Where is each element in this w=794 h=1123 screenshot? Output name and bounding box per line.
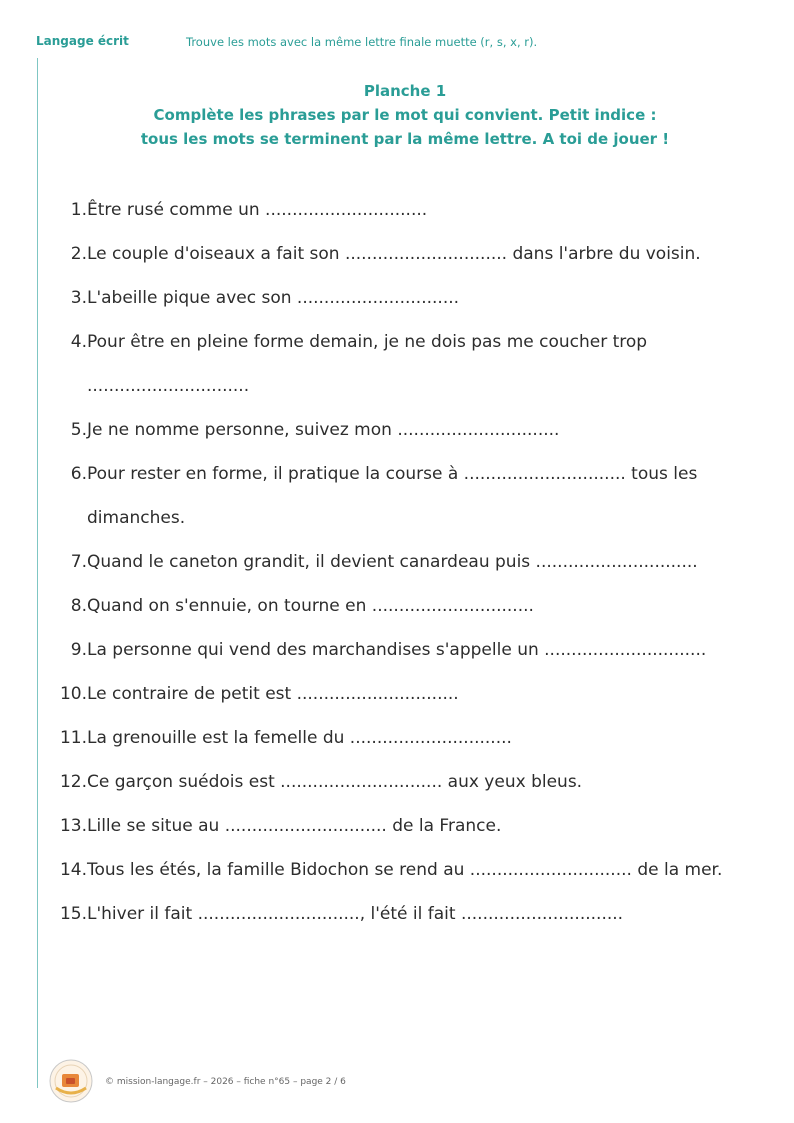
- item-text: Pour rester en forme, il pratique la course à .............................. tous les: [87, 464, 698, 484]
- footer-copyright: © mission-langage.fr – 2026 – fiche n°65 – page 2 / 6: [105, 1077, 346, 1087]
- item-number: 13.: [59, 816, 87, 836]
- worksheet-title: [40, 79, 770, 151]
- item-text: Quand le caneton grandit, il devient canardeau puis ..............................: [87, 552, 698, 572]
- exercise-item: [0, 584, 794, 628]
- item-text: Être rusé comme un ..............................: [87, 200, 428, 220]
- item-number: [0, 496, 87, 540]
- exercise-item: [0, 320, 794, 364]
- exercise-item: [0, 804, 794, 848]
- exercise-item: [0, 496, 794, 540]
- item-text: Je ne nomme personne, suivez mon ..............................: [87, 420, 560, 440]
- item-number: 6.: [70, 464, 87, 484]
- item-number: 11.: [59, 728, 87, 748]
- item-text: L'hiver il fait .............................., l'été il fait ..............................: [87, 904, 624, 924]
- exercise-item: [0, 188, 794, 232]
- item-number: 3.: [70, 288, 87, 308]
- title-line-2: Complète les phrases par le mot qui convient. Petit indice :: [153, 106, 657, 124]
- exercise-item: [0, 628, 794, 672]
- exercise-item: [0, 848, 794, 892]
- title-line-1: Planche 1: [363, 82, 447, 100]
- item-number: 4.: [70, 332, 87, 352]
- item-text: dimanches.: [87, 508, 186, 528]
- title-line-3: tous les mots se terminent par la même lettre. A toi de jouer !: [140, 130, 670, 148]
- exercise-item: [0, 232, 794, 276]
- item-number: 12.: [59, 772, 87, 792]
- item-number: 9.: [70, 640, 87, 660]
- item-number: 14.: [59, 860, 87, 880]
- item-text: Le contraire de petit est ..............................: [87, 684, 459, 704]
- item-number: 10.: [59, 684, 87, 704]
- page-footer: [48, 1058, 448, 1108]
- item-number: 2.: [70, 244, 87, 264]
- item-number: 1.: [70, 200, 87, 220]
- exercise-item: [0, 540, 794, 584]
- exercise-item: [0, 452, 794, 496]
- exercise-list: [0, 188, 794, 936]
- exercise-item: [0, 716, 794, 760]
- page-header: [0, 0, 794, 60]
- exercise-item: [0, 364, 794, 408]
- item-text: La grenouille est la femelle du ..............................: [87, 728, 512, 748]
- item-text: ..............................: [87, 376, 250, 396]
- mission-langage-logo-icon: [48, 1058, 94, 1104]
- item-number: 5.: [70, 420, 87, 440]
- item-text: La personne qui vend des marchandises s'appelle un ..............................: [87, 640, 707, 660]
- exercise-item: [0, 760, 794, 804]
- item-text: Quand on s'ennuie, on tourne en ..............................: [87, 596, 534, 616]
- exercise-item: [0, 672, 794, 716]
- item-number: [0, 364, 87, 408]
- exercise-item: [0, 892, 794, 936]
- item-text: Ce garçon suédois est .............................. aux yeux bleus.: [87, 772, 583, 792]
- category-label: Langage écrit: [36, 34, 129, 48]
- exercise-item: [0, 408, 794, 452]
- item-text: Pour être en pleine forme demain, je ne dois pas me coucher trop: [87, 332, 648, 352]
- item-text: L'abeille pique avec son ..............................: [87, 288, 460, 308]
- item-text: Lille se situe au .............................. de la France.: [87, 816, 502, 836]
- item-text: Le couple d'oiseaux a fait son .............................. dans l'arbre du voisin.: [87, 244, 701, 264]
- item-text: Tous les étés, la famille Bidochon se rend au .............................. de la mer.: [87, 860, 723, 880]
- item-number: 15.: [59, 904, 87, 924]
- item-number: 8.: [70, 596, 87, 616]
- exercise-item: [0, 276, 794, 320]
- item-number: 7.: [70, 552, 87, 572]
- worksheet-subtitle: Trouve les mots avec la même lettre finale muette (r, s, x, r).: [186, 35, 538, 49]
